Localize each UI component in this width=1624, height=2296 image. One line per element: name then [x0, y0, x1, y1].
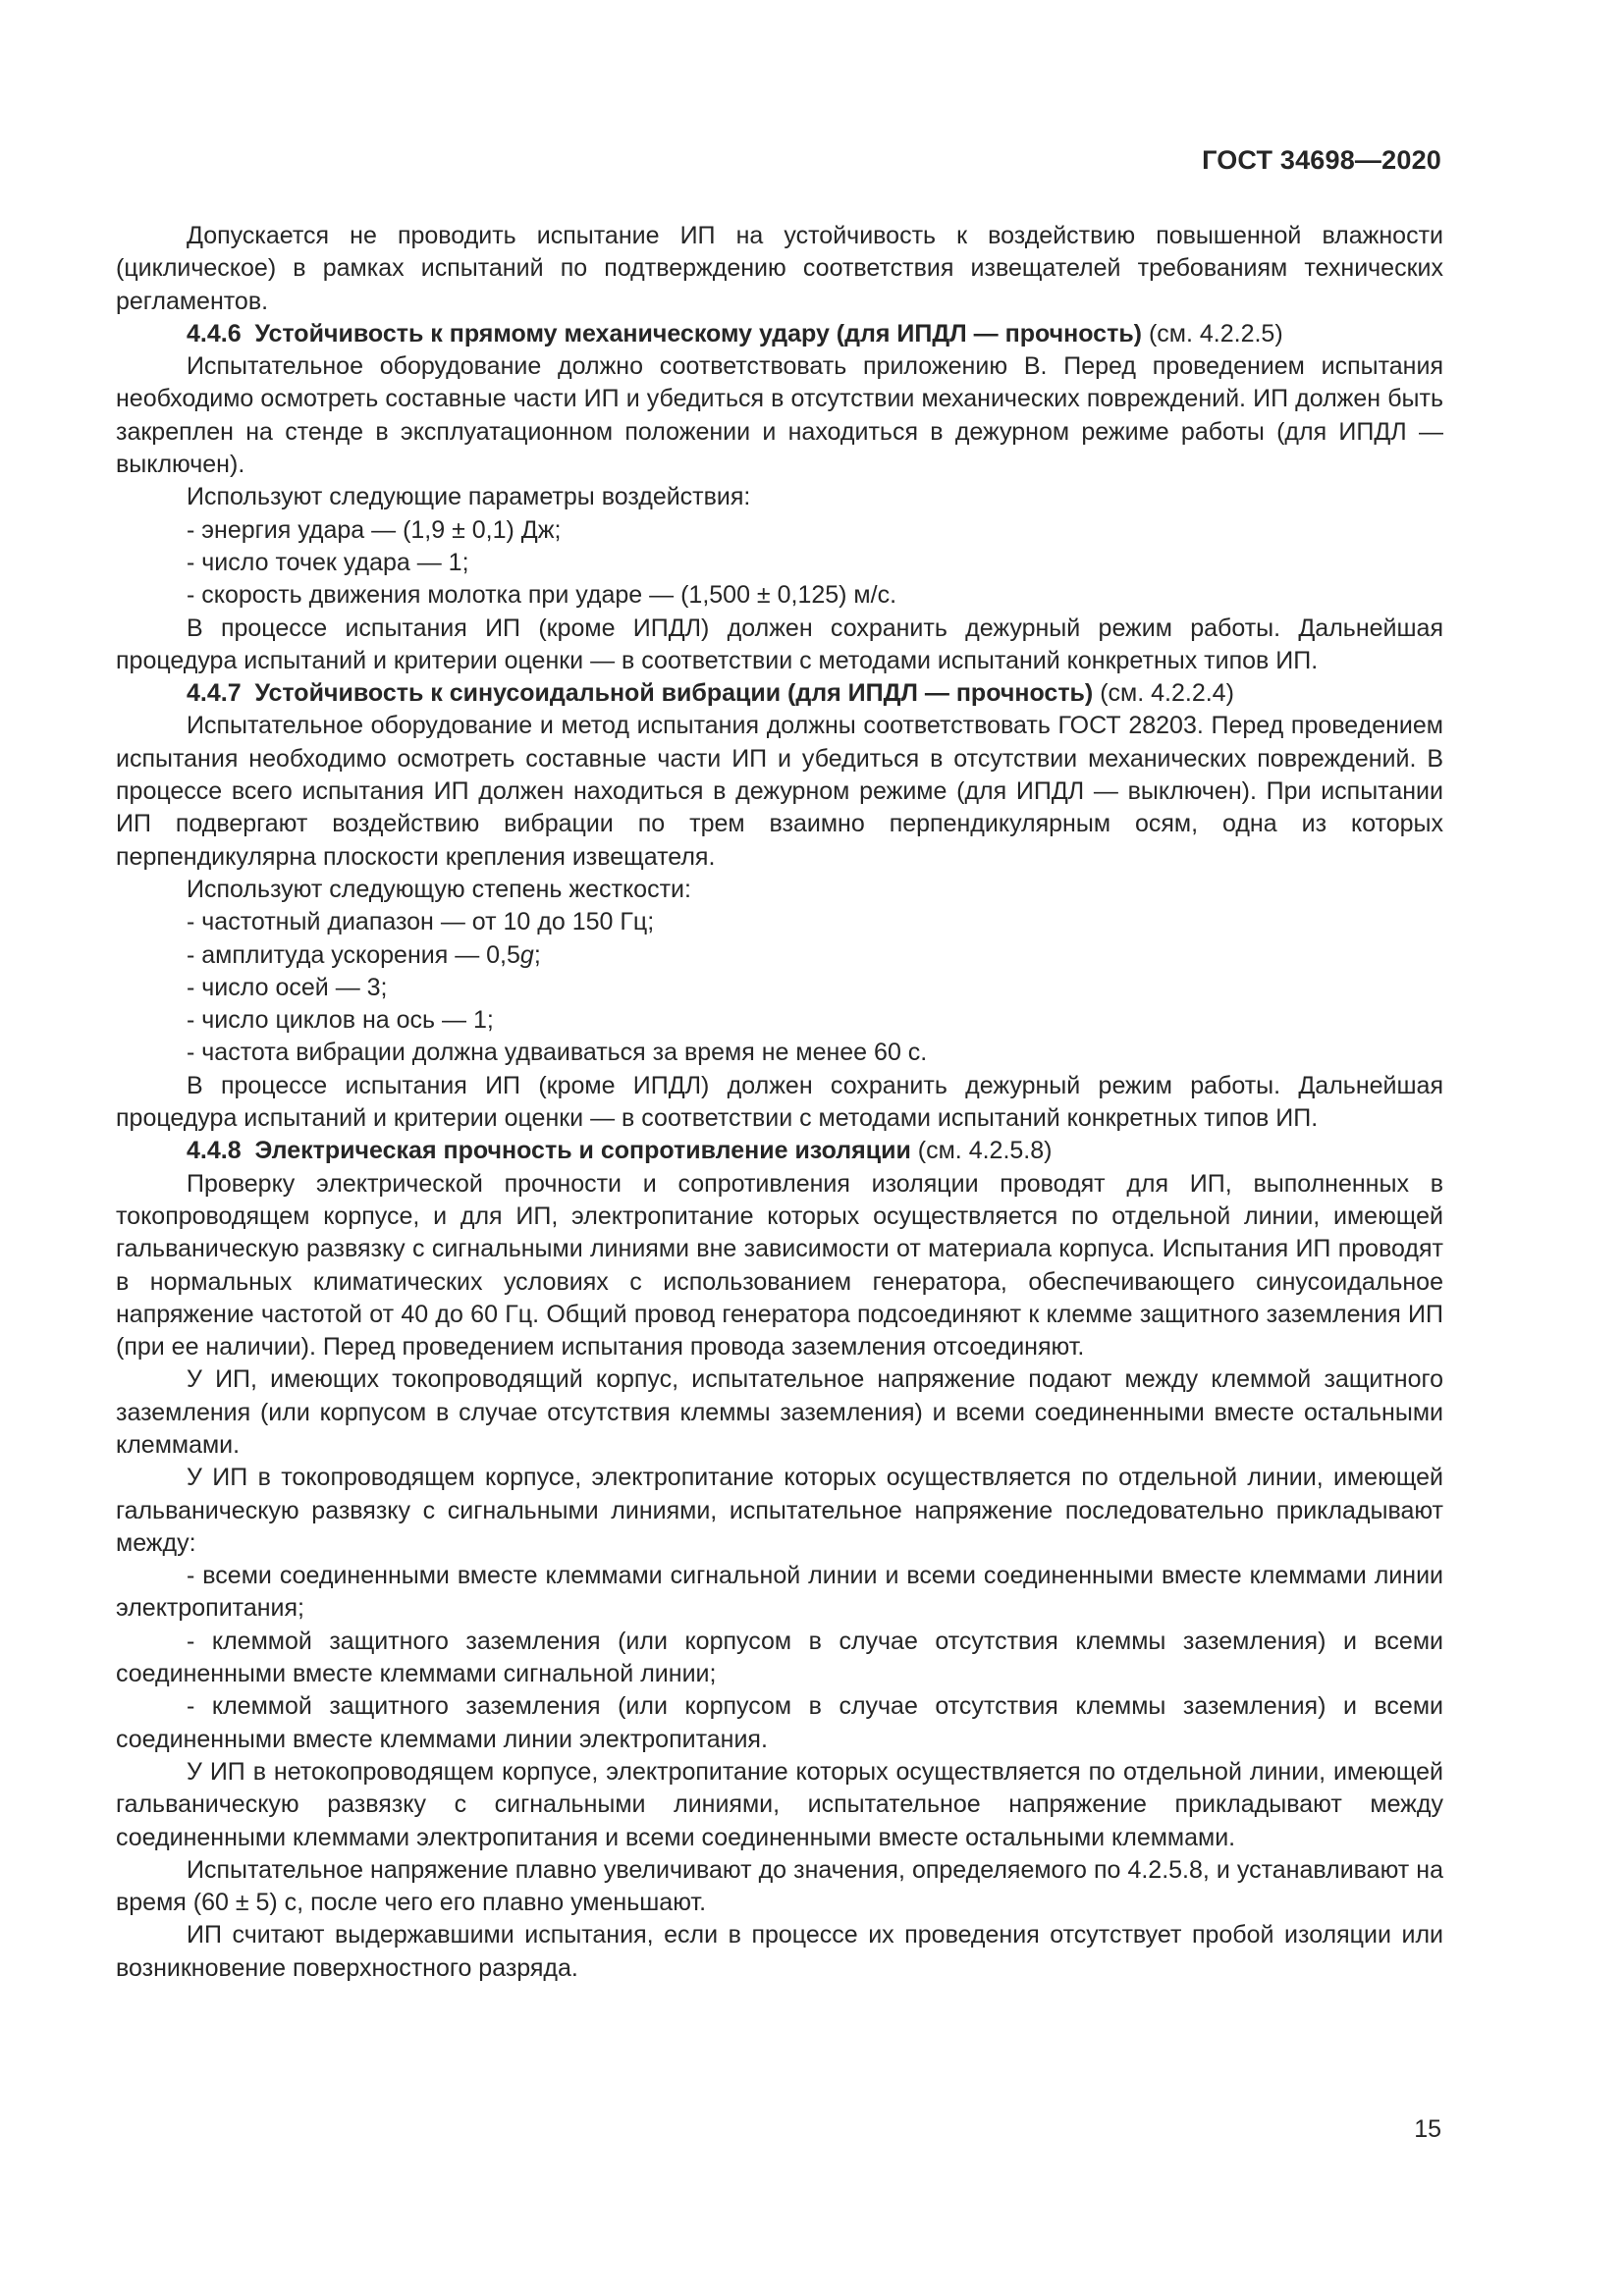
document-body	[116, 220, 1443, 1985]
section-title: Устойчивость к синусоидальной вибрации (для ИПДЛ — прочность)	[254, 679, 1094, 708]
section-reference: (см. 4.2.5.8)	[917, 1137, 1053, 1165]
document-header: ГОСТ 34698—2020	[1202, 145, 1441, 175]
section-heading-4-4-6	[116, 318, 1443, 350]
paragraph: Испытательное оборудование должно соответствовать приложению В. Перед проведением испытания необходимо осмотреть составные части ИП и убедиться в отсутствии механических повреждений. ИП должен быть закреплен на стенде в эксплуатационном положении и находиться в дежурном режиме работы (для ИПДЛ — выключен).	[116, 352, 1443, 479]
paragraph: ИП считают выдержавшими испытания, если в процессе их проведения отсутствует пробой изоляции или возникновение поверхностного разряда.	[116, 1921, 1443, 1982]
paragraph: Допускается не проводить испытание ИП на устойчивость к воздействию повышенной влажности (циклическое) в рамках испытаний по подтверждению соответствия извещателей требованиям технических регламентов.	[116, 222, 1443, 315]
paragraph: Испытательное напряжение плавно увеличивают до значения, определяемого по 4.2.5.8, и устанавливают на время (60 ± 5) с, после чего его плавно уменьшают.	[116, 1855, 1443, 1917]
section-title: Устойчивость к прямому механическому удару (для ИПДЛ — прочность)	[254, 319, 1143, 347]
section-number: 4.4.8	[187, 1137, 242, 1165]
list-item-text: ;	[533, 940, 541, 969]
section-heading-4-4-7	[116, 677, 1443, 710]
page-number: 15	[1414, 2115, 1441, 2143]
paragraph: Используют следующую степень жесткости:	[187, 875, 691, 903]
list-item: - число точек удара — 1;	[187, 548, 469, 576]
section-reference: (см. 4.2.2.4)	[1100, 679, 1234, 708]
list-item: - число циклов на ось — 1;	[187, 1006, 494, 1035]
paragraph: Используют следующие параметры воздействия:	[187, 483, 751, 511]
paragraph: В процессе испытания ИП (кроме ИПДЛ) должен сохранить дежурный режим работы. Дальнейшая процедура испытаний и критерии оценки — в соответствии с методами испытаний конкретных типов ИП.	[116, 1071, 1443, 1133]
list-item: - клеммой защитного заземления (или корпусом в случае отсутствия клеммы заземления) и всеми соединенными вместе клеммами линии электропитания.	[116, 1692, 1443, 1753]
paragraph: Испытательное оборудование и метод испытания должны соответствовать ГОСТ 28203. Перед проведением испытания необходимо осмотреть составные части ИП и убедиться в отсутствии механических повреждений. В процессе всего испытания ИП должен находиться в дежурном режиме (для ИПДЛ — выключен). При испытании ИП подвергают воздействию вибрации по трем взаимно перпендикулярным осям, одна из которых перпендикулярна плоскости крепления извещателя.	[116, 712, 1443, 871]
list-item: - клеммой защитного заземления (или корпусом в случае отсутствия клеммы заземления) и всеми соединенными вместе клеммами сигнальной линии;	[116, 1627, 1443, 1688]
paragraph: В процессе испытания ИП (кроме ИПДЛ) должен сохранить дежурный режим работы. Дальнейшая процедура испытаний и критерии оценки — в соответствии с методами испытаний конкретных типов ИП.	[116, 614, 1443, 674]
list-item: - частотный диапазон — от 10 до 150 Гц;	[187, 908, 655, 936]
list-item: - энергия удара — (1,9 ± 0,1) Дж;	[187, 515, 562, 544]
paragraph: У ИП в токопроводящем корпусе, электропитание которых осуществляется по отдельной линии, имеющей гальваническую развязку с сигнальными линиями, испытательное напряжение последовательно прикладывают между:	[116, 1464, 1443, 1557]
list-item: - частота вибрации должна удваиваться за время не менее 60 с.	[187, 1039, 928, 1067]
paragraph: Проверку электрической прочности и сопротивления изоляции проводят для ИП, выполненных в токопроводящем корпусе, и для ИП, электропитание которых осуществляется по отдельной линии, имеющей гальваническую развязку с сигнальными линиями вне зависимости от материала корпуса. Испытания ИП проводят в нормальных климатических условиях с использованием генератора, обеспечивающего синусоидальное напряжение частотой от 40 до 60 Гц. Общий провод генератора подсоединяют к клемме защитного заземления ИП (при ее наличии). Перед проведением испытания провода заземления отсоединяют.	[116, 1169, 1443, 1362]
section-heading-4-4-8	[116, 1135, 1443, 1167]
section-number: 4.4.7	[187, 679, 242, 708]
list-item	[116, 939, 1443, 972]
list-item: - число осей — 3;	[187, 973, 388, 1001]
paragraph: У ИП в нетокопроводящем корпусе, электропитание которых осуществляется по отдельной линии, имеющей гальваническую развязку с сигнальными линиями, испытательное напряжение прикладывают между соединенными клеммами электропитания и всеми соединенными вместе остальными клеммами.	[116, 1757, 1443, 1851]
list-item: - всеми соединенными вместе клеммами сигнальной линии и всеми соединенными вместе клеммами линии электропитания;	[116, 1562, 1443, 1623]
section-title: Электрическая прочность и сопротивление изоляции	[254, 1137, 911, 1165]
list-item-symbol: g	[519, 940, 534, 969]
section-reference: (см. 4.2.2.5)	[1148, 319, 1283, 347]
list-item-text: - амплитуда ускорения — 0,5	[187, 940, 520, 969]
section-number: 4.4.6	[187, 319, 242, 347]
paragraph: У ИП, имеющих токопроводящий корпус, испытательное напряжение подают между клеммой защитного заземления (или корпусом в случае отсутствия клеммы заземления) и всеми соединенными вместе остальными клеммами.	[116, 1365, 1443, 1459]
list-item: - скорость движения молотка при ударе — (1,500 ± 0,125) м/с.	[187, 581, 897, 610]
